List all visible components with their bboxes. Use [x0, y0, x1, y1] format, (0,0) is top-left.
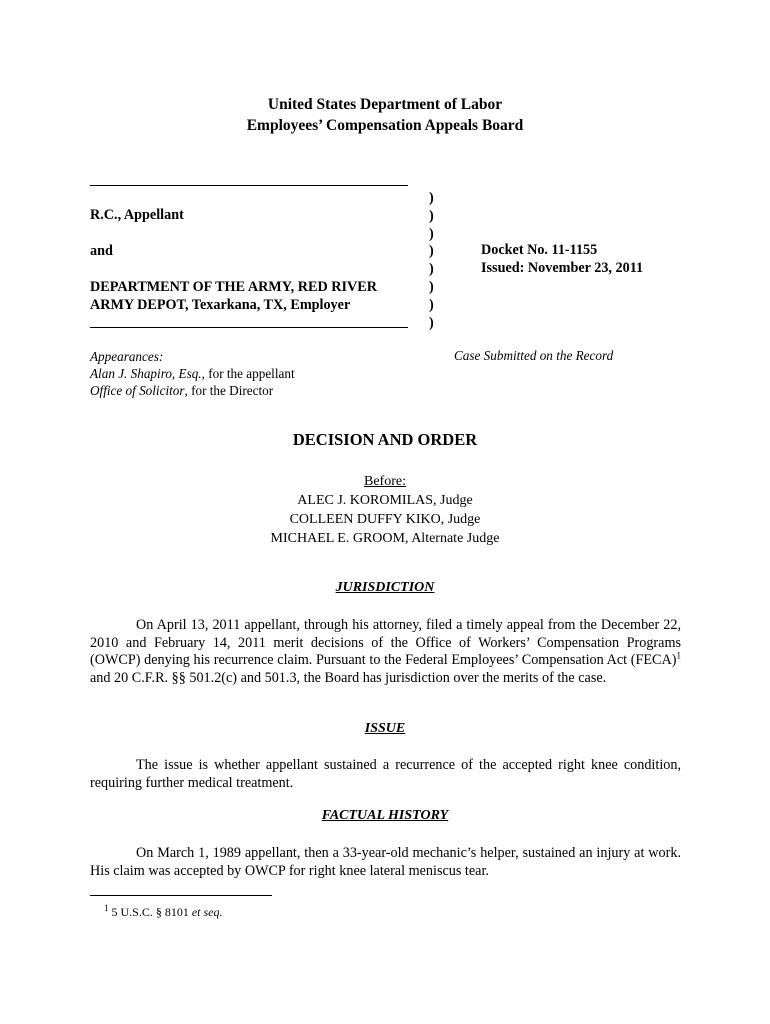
issue-heading: ISSUE [364, 721, 406, 736]
appearance-attorney [90, 365, 295, 382]
jurisdiction-heading: JURISDICTION [335, 580, 435, 595]
decision-title: DECISION AND ORDER [292, 430, 478, 449]
appearances-label: Appearances: [90, 349, 164, 364]
caption-parentheses: ) ) ) ) ) ) ) ) [429, 190, 434, 331]
attorney-role: , for the appellant [201, 366, 295, 381]
issued-date: Issued: November 23, 2011 [481, 260, 644, 276]
employer-block [90, 279, 420, 314]
footnote-citation: 5 U.S.C. § 8101 [111, 905, 192, 919]
factual-history-heading: FACTUAL HISTORY [321, 808, 449, 823]
footnote-rule [90, 895, 272, 896]
footnote-1 [90, 905, 223, 920]
agency-line-2: Employees’ Compensation Appeals Board [246, 117, 524, 134]
appellant-name: R.C., Appellant [90, 207, 184, 223]
judge-1: ALEC J. KOROMILAS, Judge [297, 493, 473, 508]
docket-number: Docket No. 11-1155 [481, 242, 598, 258]
caption-and: and [90, 243, 113, 259]
footnote-citation-italic: et seq. [191, 905, 223, 919]
employer-line-2: ARMY DEPOT, Texarkana, TX, Employer [90, 296, 351, 313]
agency-header [0, 94, 770, 136]
footnote-reference: 1 [676, 650, 681, 661]
appearances-block [90, 348, 295, 399]
docket-block [481, 241, 643, 277]
agency-line-1: United States Department of Labor [267, 96, 503, 113]
solicitor-name: Office of Solicitor [90, 383, 185, 398]
caption-bottom-rule [90, 327, 408, 328]
attorney-name: Alan J. Shapiro, Esq. [90, 366, 202, 381]
caption-top-rule [90, 185, 408, 186]
issue-paragraph: The issue is whether appellant sustained a recurrence of the accepted right knee condition, requiring further medical treatment. [90, 757, 681, 791]
appearance-solicitor [90, 382, 295, 399]
judge-3: MICHAEL E. GROOM, Alternate Judge [270, 531, 500, 546]
footnote-number: 1 [104, 903, 109, 913]
judges-panel [0, 472, 770, 548]
employer-line-1: DEPARTMENT OF THE ARMY, RED RIVER [90, 279, 377, 295]
solicitor-role: , for the Director [184, 383, 274, 398]
case-submitted-note: Case Submitted on the Record [454, 348, 614, 363]
factual-history-paragraph: On March 1, 1989 appellant, then a 33-year-old mechanic’s helper, sustained an injury at work. His claim was accepted by OWCP for right knee lateral meniscus tear. [90, 845, 681, 879]
jurisdiction-paragraph: On April 13, 2011 appellant, through his attorney, filed a timely appeal from the December 22, 2010 and February 14, 2011 merit decisions of the Office of Workers’ Compensation Programs (OWCP) denying his recurrence claim. Pursuant to the Federal Employees’ Compensation Act (FECA)$^1$ and 20 C.F.R. §§ 501.2(c) and 501.3, the Board has jurisdiction over the merits of the case. [90, 617, 681, 686]
judge-2: COLLEEN DUFFY KIKO, Judge [289, 512, 481, 527]
before-label: Before: [364, 474, 406, 489]
